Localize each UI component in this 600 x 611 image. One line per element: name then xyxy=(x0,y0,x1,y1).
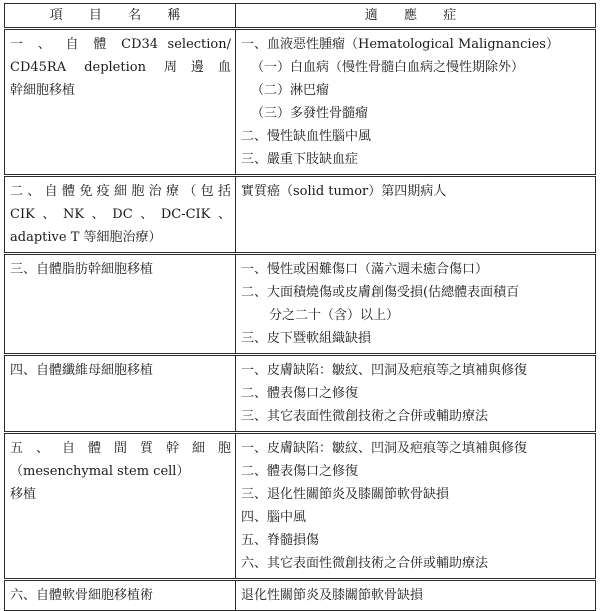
table-row xyxy=(5,254,596,355)
item-cell xyxy=(5,254,236,355)
item-line: 三、自體脂肪幹細胞移植 xyxy=(10,262,154,277)
item-cell xyxy=(5,176,236,254)
item-line: 六、自體軟骨細胞移植術 xyxy=(10,588,154,603)
indication-line: 一、血液惡性腫瘤（Hematological Malignancies） xyxy=(241,37,559,52)
indication-line: 實質癌（solid tumor）第四期病人 xyxy=(241,184,447,199)
table-header-row xyxy=(5,4,596,29)
item-line: CIK、NK、DC、DC-CIK、 xyxy=(10,207,231,222)
indication-cell xyxy=(236,254,596,355)
indication-line: 退化性關節炎及膝關節軟骨缺損 xyxy=(241,588,424,603)
header-item-name: 項 目 名 稱 xyxy=(5,4,236,29)
indication-line: 三、嚴重下肢缺血症 xyxy=(241,152,359,167)
table-row xyxy=(5,580,596,611)
item-cell xyxy=(5,580,236,611)
item-line: 一 、 自 體 CD34 selection/ xyxy=(10,37,231,52)
indication-line: 分之二十（含）以上） xyxy=(269,308,400,323)
indication-line: （二）淋巴瘤 xyxy=(251,83,330,98)
item-line: CD45RA depletion 周邊血 xyxy=(10,60,231,75)
table-row xyxy=(5,176,596,254)
indication-line: （一）白血病（慢性骨髓白血病之慢性期除外） xyxy=(251,60,525,75)
item-cell xyxy=(5,355,236,433)
indication-line: 一、皮膚缺陷：皺紋、凹洞及疤痕等之填補與修復 xyxy=(241,441,528,456)
item-line: adaptive T 等細胞治療） xyxy=(10,230,162,245)
indication-line: 二、體表傷口之修復 xyxy=(241,464,359,479)
indication-line: 一、皮膚缺陷：皺紋、凹洞及疤痕等之填補與修復 xyxy=(241,363,528,378)
table-row xyxy=(5,433,596,580)
item-line: 二、自體免疫細胞治療（包括 xyxy=(10,184,231,199)
item-line: 移植 xyxy=(10,487,37,502)
item-cell xyxy=(5,29,236,176)
indication-line: 三、皮下暨軟組織缺損 xyxy=(241,331,372,346)
indication-line: （三）多發性骨髓瘤 xyxy=(251,106,369,121)
indication-cell xyxy=(236,580,596,611)
item-cell xyxy=(5,433,236,580)
indication-line: 五、脊髓損傷 xyxy=(241,533,320,548)
indication-line: 一、慢性或困難傷口（滿六週未癒合傷口） xyxy=(241,262,489,277)
indication-line: 四、腦中風 xyxy=(241,510,307,525)
item-line: 幹細胞移植 xyxy=(10,83,76,98)
item-line: （mesenchymal stem cell） xyxy=(10,464,190,479)
indications-table xyxy=(4,3,596,611)
indication-cell xyxy=(236,355,596,433)
indication-line: 二、體表傷口之修復 xyxy=(241,386,359,401)
indication-cell xyxy=(236,433,596,580)
table-row xyxy=(5,29,596,176)
item-line: 四、自體纖維母細胞移植 xyxy=(10,363,154,378)
table-row xyxy=(5,355,596,433)
indication-cell xyxy=(236,29,596,176)
indication-cell xyxy=(236,176,596,254)
item-line: 五 、 自 體 間 質 幹 細 胞 xyxy=(10,441,231,456)
indication-line: 二、慢性缺血性腦中風 xyxy=(241,129,372,144)
indication-line: 二、大面積燒傷或皮膚創傷受損(估總體表面積百 xyxy=(241,285,520,300)
indication-line: 三、其它表面性微創技術之合併或輔助療法 xyxy=(241,409,489,424)
header-indication: 適 應 症 xyxy=(236,4,596,29)
indication-line: 六、其它表面性微創技術之合併或輔助療法 xyxy=(241,556,489,571)
indication-line: 三、退化性關節炎及膝關節軟骨缺損 xyxy=(241,487,450,502)
